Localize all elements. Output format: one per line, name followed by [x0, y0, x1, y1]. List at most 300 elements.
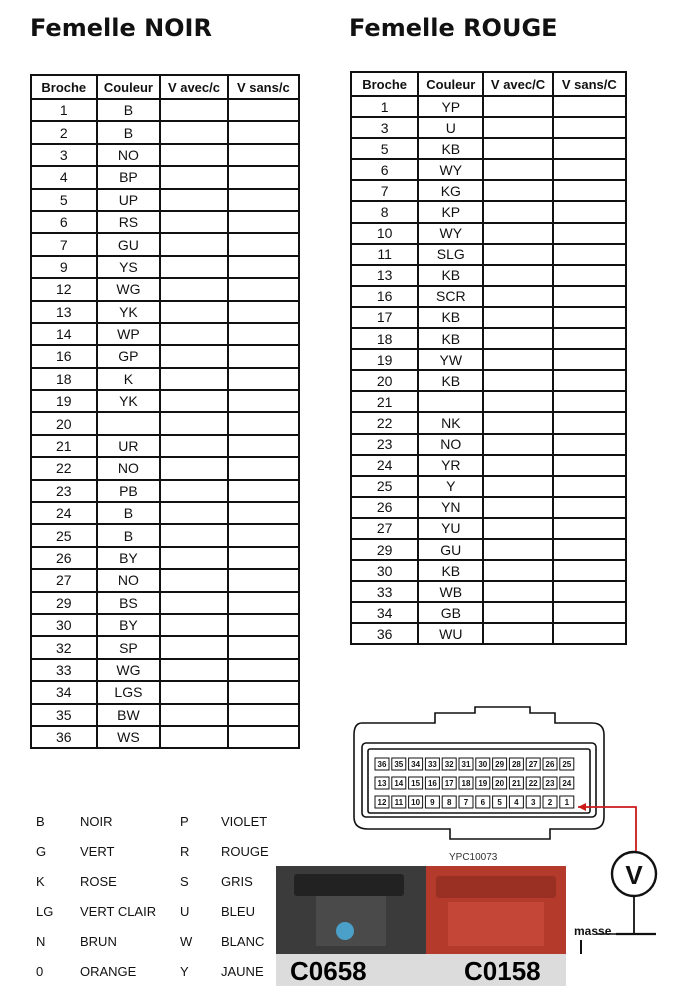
table-row	[351, 434, 626, 455]
couleur-cell: NO	[97, 457, 161, 479]
broche-cell: 18	[31, 368, 97, 390]
rouge-title: Femelle ROUGE	[349, 14, 558, 42]
table-row	[31, 211, 299, 233]
pin-number-label: 16	[427, 779, 437, 788]
couleur-cell: BS	[97, 592, 161, 614]
couleur-cell: GU	[97, 233, 161, 255]
v-avec-cell	[483, 434, 552, 455]
v-sans-cell	[228, 704, 299, 726]
table-row	[31, 301, 299, 323]
couleur-cell: GB	[418, 602, 483, 623]
pin-number-label: 26	[545, 760, 555, 769]
broche-cell: 5	[351, 138, 418, 159]
v-avec-cell	[483, 96, 552, 117]
table-row	[31, 390, 299, 412]
broche-cell: 19	[31, 390, 97, 412]
broche-cell: 36	[351, 623, 418, 644]
v-avec-cell	[483, 391, 552, 412]
broche-cell: 29	[31, 592, 97, 614]
table-row	[351, 138, 626, 159]
broche-cell: 25	[31, 524, 97, 546]
v-sans-cell	[228, 569, 299, 591]
v-avec-cell	[160, 345, 227, 367]
pin-number-label: 22	[528, 779, 538, 788]
pin-number-label: 18	[461, 779, 471, 788]
v-sans-cell	[228, 524, 299, 546]
couleur-cell: WP	[97, 323, 161, 345]
broche-cell: 2	[31, 121, 97, 143]
voltmeter-symbol: V	[625, 860, 643, 890]
pin-number-label: 1	[564, 798, 570, 807]
v-avec-cell	[160, 189, 227, 211]
v-sans-cell	[228, 301, 299, 323]
legend-name: GRIS	[221, 874, 253, 889]
v-avec-cell	[483, 286, 552, 307]
couleur-cell: YN	[418, 497, 483, 518]
broche-cell: 13	[351, 265, 418, 286]
broche-cell: 26	[351, 497, 418, 518]
pin-number-label: 4	[514, 798, 519, 807]
v-sans-cell	[553, 201, 626, 222]
table-row	[31, 166, 299, 188]
v-sans-cell	[228, 256, 299, 278]
broche-cell: 1	[351, 96, 418, 117]
legend-name: BLANC	[221, 934, 265, 949]
v-sans-cell	[228, 614, 299, 636]
v-avec-cell	[160, 233, 227, 255]
legend-code: R	[180, 844, 190, 859]
broche-cell: 20	[351, 370, 418, 391]
couleur-cell: YR	[418, 455, 483, 476]
v-avec-cell	[160, 368, 227, 390]
pin-number-label: 14	[394, 779, 404, 788]
table-row	[31, 278, 299, 300]
pin-number-label: 6	[480, 798, 486, 807]
v-avec-cell	[483, 412, 552, 433]
table-row	[351, 180, 626, 201]
couleur-cell: BW	[97, 704, 161, 726]
table-row	[351, 539, 626, 560]
v-sans-cell	[228, 390, 299, 412]
broche-cell: 7	[31, 233, 97, 255]
noir-pin-table	[30, 74, 300, 749]
pin-number-label: 2	[547, 798, 553, 807]
v-avec-cell	[483, 244, 552, 265]
v-sans-cell	[553, 328, 626, 349]
v-sans-cell	[228, 480, 299, 502]
pin-number-label: 11	[394, 798, 404, 807]
broche-cell: 8	[351, 201, 418, 222]
pin-number-label: 36	[377, 760, 387, 769]
v-sans-cell	[228, 233, 299, 255]
v-avec-cell	[160, 99, 227, 121]
legend-code: P	[180, 814, 189, 829]
photo-label-left: C0658	[290, 956, 367, 986]
v-avec-cell	[483, 201, 552, 222]
v-avec-cell	[160, 301, 227, 323]
noir-header-row	[31, 75, 299, 99]
couleur-cell: NO	[418, 434, 483, 455]
broche-cell: 5	[31, 189, 97, 211]
v-sans-cell	[228, 144, 299, 166]
v-avec-cell	[483, 117, 552, 138]
v-avec-cell	[483, 349, 552, 370]
pin-number-label: 27	[528, 760, 538, 769]
legend-name: VIOLET	[221, 814, 268, 829]
broche-cell: 19	[351, 349, 418, 370]
v-avec-cell	[483, 560, 552, 581]
v-avec-cell	[483, 370, 552, 391]
couleur-cell: YU	[418, 518, 483, 539]
v-sans-cell	[228, 457, 299, 479]
table-row	[31, 502, 299, 524]
legend-name: BLEU	[221, 904, 255, 919]
table-row	[31, 368, 299, 390]
table-row	[31, 659, 299, 681]
table-row	[31, 636, 299, 658]
table-row	[31, 144, 299, 166]
couleur-cell: B	[97, 99, 161, 121]
legend-code: 0	[36, 964, 44, 979]
table-row	[351, 307, 626, 328]
ground-tick	[580, 940, 582, 954]
v-avec-cell	[160, 502, 227, 524]
couleur-cell: YP	[418, 96, 483, 117]
couleur-cell: PB	[97, 480, 161, 502]
couleur-cell	[418, 391, 483, 412]
legend-code: N	[36, 934, 46, 949]
rouge-pin-table	[350, 71, 627, 645]
couleur-cell: UR	[97, 435, 161, 457]
broche-cell: 24	[351, 455, 418, 476]
table-row	[31, 435, 299, 457]
v-avec-cell	[160, 704, 227, 726]
couleur-cell: YK	[97, 301, 161, 323]
broche-cell: 16	[31, 345, 97, 367]
legend-code: K	[36, 874, 45, 889]
pin-number-label: 8	[446, 798, 452, 807]
couleur-cell: KB	[418, 560, 483, 581]
table-row	[351, 201, 626, 222]
broche-cell: 6	[31, 211, 97, 233]
legend-code: LG	[36, 904, 54, 919]
couleur-cell: GU	[418, 539, 483, 560]
rouge-table-body	[351, 96, 626, 644]
v-avec-cell	[160, 681, 227, 703]
v-avec-cell	[160, 547, 227, 569]
broche-cell: 23	[351, 434, 418, 455]
table-row	[31, 592, 299, 614]
legend-name: VERT	[80, 844, 115, 859]
couleur-cell: NO	[97, 569, 161, 591]
v-sans-cell	[553, 560, 626, 581]
table-row	[31, 345, 299, 367]
table-row	[31, 121, 299, 143]
couleur-cell: NO	[97, 144, 161, 166]
pin-number-label: 3	[530, 798, 536, 807]
v-sans-cell	[553, 349, 626, 370]
broche-cell: 18	[351, 328, 418, 349]
broche-cell: 3	[351, 117, 418, 138]
table-row	[351, 96, 626, 117]
broche-cell: 26	[31, 547, 97, 569]
couleur-cell: B	[97, 502, 161, 524]
pin-number-label: 13	[377, 779, 387, 788]
broche-cell: 24	[31, 502, 97, 524]
v-sans-cell	[553, 265, 626, 286]
couleur-cell: WY	[418, 159, 483, 180]
table-row	[31, 614, 299, 636]
couleur-cell: KB	[418, 265, 483, 286]
broche-cell: 13	[31, 301, 97, 323]
v-sans-cell	[228, 502, 299, 524]
broche-cell: 14	[31, 323, 97, 345]
couleur-cell: BY	[97, 614, 161, 636]
header-v-sans: V sans/C	[553, 72, 626, 96]
v-avec-cell	[483, 455, 552, 476]
v-avec-cell	[160, 614, 227, 636]
pin-number-label: 33	[427, 760, 437, 769]
v-sans-cell	[553, 223, 626, 244]
table-row	[351, 223, 626, 244]
couleur-cell: WU	[418, 623, 483, 644]
table-row	[31, 233, 299, 255]
pin-number-label: 28	[511, 760, 521, 769]
v-avec-cell	[160, 435, 227, 457]
v-sans-cell	[553, 370, 626, 391]
couleur-cell: SLG	[418, 244, 483, 265]
legend-name: ORANGE	[80, 964, 137, 979]
table-row	[31, 704, 299, 726]
v-sans-cell	[228, 211, 299, 233]
pin-number-label: 12	[377, 798, 387, 807]
v-avec-cell	[483, 476, 552, 497]
couleur-cell: RS	[97, 211, 161, 233]
table-row	[351, 602, 626, 623]
v-sans-cell	[228, 121, 299, 143]
pin-number-label: 15	[411, 779, 421, 788]
header-v-avec: V avec/C	[483, 72, 552, 96]
pin-number-label: 24	[562, 779, 572, 788]
broche-cell: 33	[31, 659, 97, 681]
v-sans-cell	[228, 278, 299, 300]
table-row	[351, 265, 626, 286]
ground-label: masse	[574, 924, 612, 938]
v-sans-cell	[553, 455, 626, 476]
broche-cell: 7	[351, 180, 418, 201]
couleur-cell: GP	[97, 345, 161, 367]
broche-cell: 6	[351, 159, 418, 180]
v-sans-cell	[553, 391, 626, 412]
v-avec-cell	[160, 636, 227, 658]
table-row	[351, 117, 626, 138]
v-sans-cell	[228, 659, 299, 681]
v-sans-cell	[553, 623, 626, 644]
pin-number-label: 25	[562, 760, 572, 769]
couleur-cell: LGS	[97, 681, 161, 703]
v-sans-cell	[553, 602, 626, 623]
couleur-cell: WG	[97, 278, 161, 300]
header-broche: Broche	[31, 75, 97, 99]
couleur-cell: KB	[418, 328, 483, 349]
couleur-cell	[97, 412, 161, 434]
v-sans-cell	[553, 581, 626, 602]
couleur-cell: WY	[418, 223, 483, 244]
v-sans-cell	[553, 180, 626, 201]
v-sans-cell	[228, 189, 299, 211]
v-avec-cell	[483, 328, 552, 349]
legend-name: JAUNE	[221, 964, 264, 979]
header-couleur: Couleur	[97, 75, 161, 99]
couleur-cell: KB	[418, 370, 483, 391]
header-couleur: Couleur	[418, 72, 483, 96]
couleur-cell: WS	[97, 726, 161, 748]
v-sans-cell	[228, 636, 299, 658]
v-sans-cell	[553, 96, 626, 117]
broche-cell: 11	[351, 244, 418, 265]
table-row	[351, 391, 626, 412]
v-sans-cell	[228, 681, 299, 703]
v-avec-cell	[160, 659, 227, 681]
table-row	[31, 547, 299, 569]
broche-cell: 33	[351, 581, 418, 602]
table-row	[351, 370, 626, 391]
broche-cell: 27	[31, 569, 97, 591]
legend-name: NOIR	[80, 814, 113, 829]
v-avec-cell	[160, 390, 227, 412]
v-avec-cell	[160, 412, 227, 434]
v-avec-cell	[160, 524, 227, 546]
v-sans-cell	[228, 368, 299, 390]
table-row	[31, 99, 299, 121]
pin-number-label: 17	[444, 779, 454, 788]
broche-cell: 29	[351, 539, 418, 560]
table-row	[31, 412, 299, 434]
couleur-cell: WB	[418, 581, 483, 602]
couleur-cell: B	[97, 121, 161, 143]
v-avec-cell	[483, 159, 552, 180]
black-connector-image	[276, 866, 426, 954]
v-sans-cell	[228, 435, 299, 457]
broche-cell: 3	[31, 144, 97, 166]
legend-name: ROSE	[80, 874, 117, 889]
table-row	[351, 623, 626, 644]
legend-name: VERT CLAIR	[80, 904, 157, 919]
table-row	[351, 159, 626, 180]
v-avec-cell	[483, 307, 552, 328]
legend-code: Y	[180, 964, 189, 979]
v-avec-cell	[160, 211, 227, 233]
v-avec-cell	[483, 581, 552, 602]
v-avec-cell	[483, 223, 552, 244]
pin-number-label: 35	[394, 760, 404, 769]
v-avec-cell	[160, 256, 227, 278]
v-avec-cell	[160, 457, 227, 479]
broche-cell: 1	[31, 99, 97, 121]
pin-number-label: 21	[511, 779, 521, 788]
v-avec-cell	[160, 166, 227, 188]
broche-cell: 12	[31, 278, 97, 300]
v-avec-cell	[160, 726, 227, 748]
connector-part-number: YPC10073	[449, 852, 498, 863]
couleur-cell: UP	[97, 189, 161, 211]
broche-cell: 10	[351, 223, 418, 244]
broche-cell: 21	[31, 435, 97, 457]
couleur-cell: YW	[418, 349, 483, 370]
v-sans-cell	[553, 434, 626, 455]
red-connector-image	[426, 866, 566, 954]
couleur-cell: SCR	[418, 286, 483, 307]
broche-cell: 34	[351, 602, 418, 623]
legend-code: B	[36, 814, 45, 829]
v-sans-cell	[228, 323, 299, 345]
header-v-sans: V sans/c	[228, 75, 299, 99]
v-sans-cell	[553, 159, 626, 180]
pin-number-label: 31	[461, 760, 471, 769]
table-row	[351, 286, 626, 307]
voltmeter-diagram	[596, 848, 674, 958]
v-avec-cell	[160, 323, 227, 345]
table-row	[351, 328, 626, 349]
couleur-cell: YK	[97, 390, 161, 412]
v-sans-cell	[228, 166, 299, 188]
broche-cell: 22	[351, 412, 418, 433]
table-row	[31, 569, 299, 591]
broche-cell: 36	[31, 726, 97, 748]
v-avec-cell	[483, 138, 552, 159]
v-sans-cell	[553, 518, 626, 539]
legend-code: W	[180, 934, 193, 949]
pin-number-label: 9	[430, 798, 435, 807]
couleur-cell: KG	[418, 180, 483, 201]
table-row	[351, 497, 626, 518]
pin-number-label: 29	[495, 760, 505, 769]
broche-cell: 9	[31, 256, 97, 278]
connector-housing-outline	[354, 707, 604, 839]
table-row	[31, 524, 299, 546]
pin-number-label: 34	[411, 760, 421, 769]
v-avec-cell	[483, 497, 552, 518]
broche-cell: 34	[31, 681, 97, 703]
noir-table-body	[31, 99, 299, 748]
table-row	[31, 189, 299, 211]
broche-cell: 16	[351, 286, 418, 307]
v-avec-cell	[483, 623, 552, 644]
v-sans-cell	[553, 138, 626, 159]
broche-cell: 21	[351, 391, 418, 412]
legend-code: U	[180, 904, 190, 919]
v-sans-cell	[228, 345, 299, 367]
v-sans-cell	[553, 497, 626, 518]
v-avec-cell	[160, 480, 227, 502]
broche-cell: 22	[31, 457, 97, 479]
table-row	[31, 726, 299, 748]
photo-label-right: C0158	[464, 956, 541, 986]
broche-cell: 27	[351, 518, 418, 539]
v-sans-cell	[228, 726, 299, 748]
broche-cell: 23	[31, 480, 97, 502]
broche-cell: 35	[31, 704, 97, 726]
v-sans-cell	[553, 286, 626, 307]
header-broche: Broche	[351, 72, 418, 96]
legend-code: S	[180, 874, 189, 889]
legend-name: BRUN	[80, 934, 117, 949]
table-row	[31, 256, 299, 278]
couleur-cell: SP	[97, 636, 161, 658]
pin-number-label: 7	[463, 798, 469, 807]
v-avec-cell	[160, 121, 227, 143]
couleur-cell: KB	[418, 138, 483, 159]
